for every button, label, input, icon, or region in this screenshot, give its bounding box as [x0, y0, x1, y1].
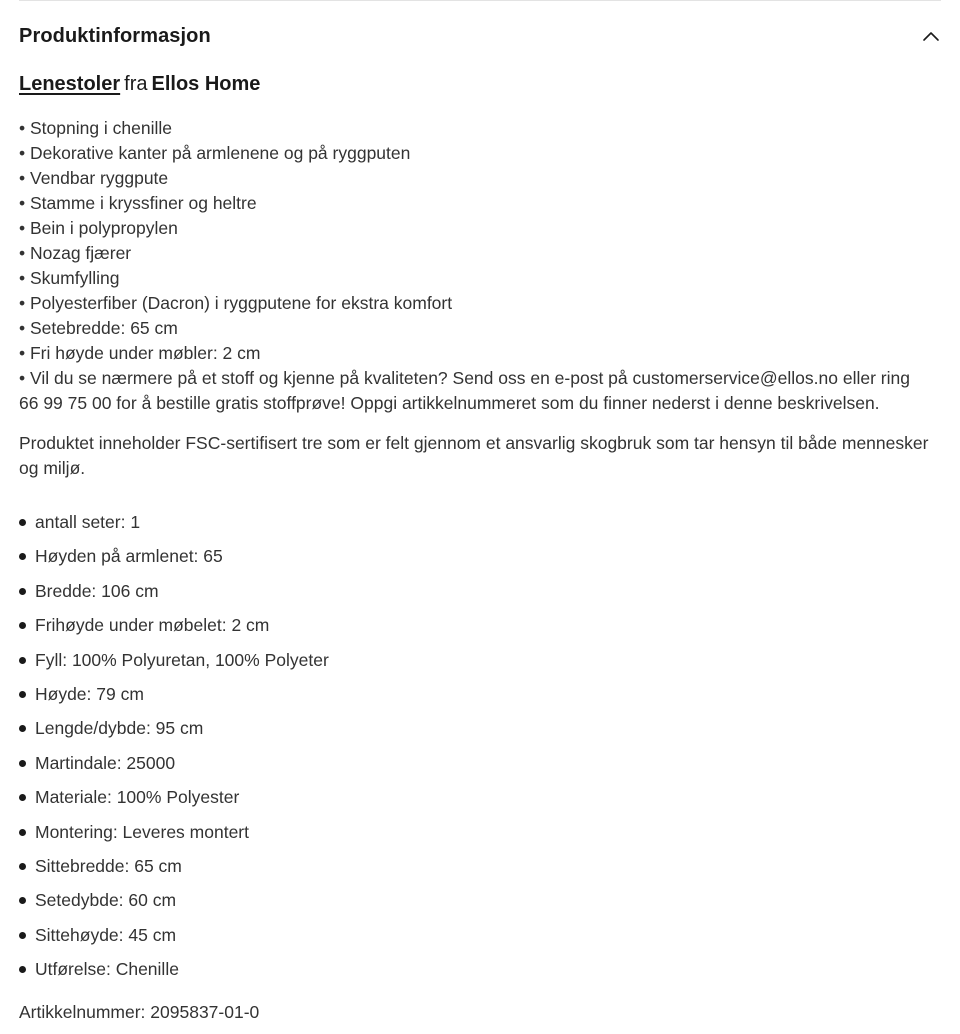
spec-text: Lengde/dybde: 95 cm — [35, 718, 204, 739]
brand-line — [19, 70, 260, 98]
product-info-accordion-header[interactable] — [19, 14, 941, 58]
spec-text: Sittehøyde: 45 cm — [35, 924, 177, 945]
section-title: Produktinformasjon — [19, 24, 211, 47]
bullet-icon — [19, 657, 26, 664]
fsc-description: Produktet inneholder FSC-sertifisert tre som er felt gjennom et ansvarlig skogbruk som tar hensyn til både mennesker og miljø. — [19, 433, 929, 478]
spec-text: Materiale: 100% Polyester — [35, 787, 240, 808]
spec-item — [19, 952, 329, 986]
feature-item: • Vendbar ryggpute — [19, 168, 169, 188]
feature-item: • Vil du se nærmere på et stoff og kjenne på kvaliteten? Send oss en e-post på customerservice@ellos.no eller ring 66 99 75 00 for å bestille gratis stoffprøve! Oppgi artikkelnummeret som du finner nederst i denne beskrivelsen. — [19, 368, 910, 413]
spec-item — [19, 883, 329, 917]
spec-item — [19, 849, 329, 883]
feature-list — [19, 116, 934, 416]
article-number: Artikkelnummer: 2095837-01-0 — [19, 1002, 260, 1022]
spec-text: Sittebredde: 65 cm — [35, 855, 182, 876]
spec-item — [19, 608, 329, 642]
brand-name: Ellos Home — [151, 73, 261, 95]
bullet-icon — [19, 794, 26, 801]
chevron-up-icon[interactable] — [921, 26, 941, 46]
spec-text: Martindale: 25000 — [35, 752, 176, 773]
feature-item: • Bein i polypropylen — [19, 218, 178, 238]
spec-text: Utførelse: Chenille — [35, 959, 179, 980]
bullet-icon — [19, 588, 26, 595]
spec-item — [19, 918, 329, 952]
spec-item — [19, 780, 329, 814]
spec-item — [19, 505, 329, 539]
spec-item — [19, 746, 329, 780]
bullet-icon — [19, 932, 26, 939]
bullet-icon — [19, 553, 26, 560]
top-divider — [19, 0, 941, 1]
spec-item — [19, 677, 329, 711]
feature-item: • Setebredde: 65 cm — [19, 318, 178, 338]
bullet-icon — [19, 966, 26, 973]
spec-text: Høyde: 79 cm — [35, 683, 144, 704]
spec-text: Setedybde: 60 cm — [35, 890, 177, 911]
category-link[interactable]: Lenestoler — [19, 73, 121, 95]
spec-item — [19, 539, 329, 573]
feature-item: • Polyesterfiber (Dacron) i ryggputene for ekstra komfort — [19, 293, 453, 313]
bullet-icon — [19, 519, 26, 526]
from-text: fra — [124, 73, 148, 95]
spec-text: Fyll: 100% Polyuretan, 100% Polyeter — [35, 649, 329, 670]
feature-item: • Fri høyde under møbler: 2 cm — [19, 343, 261, 363]
feature-item: • Dekorative kanter på armlenene og på ryggputen — [19, 143, 411, 163]
feature-item: • Stamme i kryssfiner og heltre — [19, 193, 257, 213]
bullet-icon — [19, 863, 26, 870]
spec-item — [19, 711, 329, 745]
feature-item: • Nozag fjærer — [19, 243, 132, 263]
spec-text: antall seter: 1 — [35, 512, 141, 532]
spec-item — [19, 574, 329, 608]
bullet-icon — [19, 760, 26, 767]
bullet-icon — [19, 829, 26, 836]
spec-text: Montering: Leveres montert — [35, 821, 249, 842]
spec-text: Bredde: 106 cm — [35, 580, 159, 601]
spec-list — [19, 505, 329, 986]
bullet-icon — [19, 725, 26, 732]
spec-text: Høyden på armlenet: 65 — [35, 546, 223, 567]
spec-item — [19, 643, 329, 677]
bullet-icon — [19, 622, 26, 629]
feature-item: • Stopning i chenille — [19, 118, 173, 138]
spec-item — [19, 815, 329, 849]
feature-item: • Skumfylling — [19, 268, 120, 288]
bullet-icon — [19, 897, 26, 904]
bullet-icon — [19, 691, 26, 698]
spec-text: Frihøyde under møbelet: 2 cm — [35, 615, 270, 636]
